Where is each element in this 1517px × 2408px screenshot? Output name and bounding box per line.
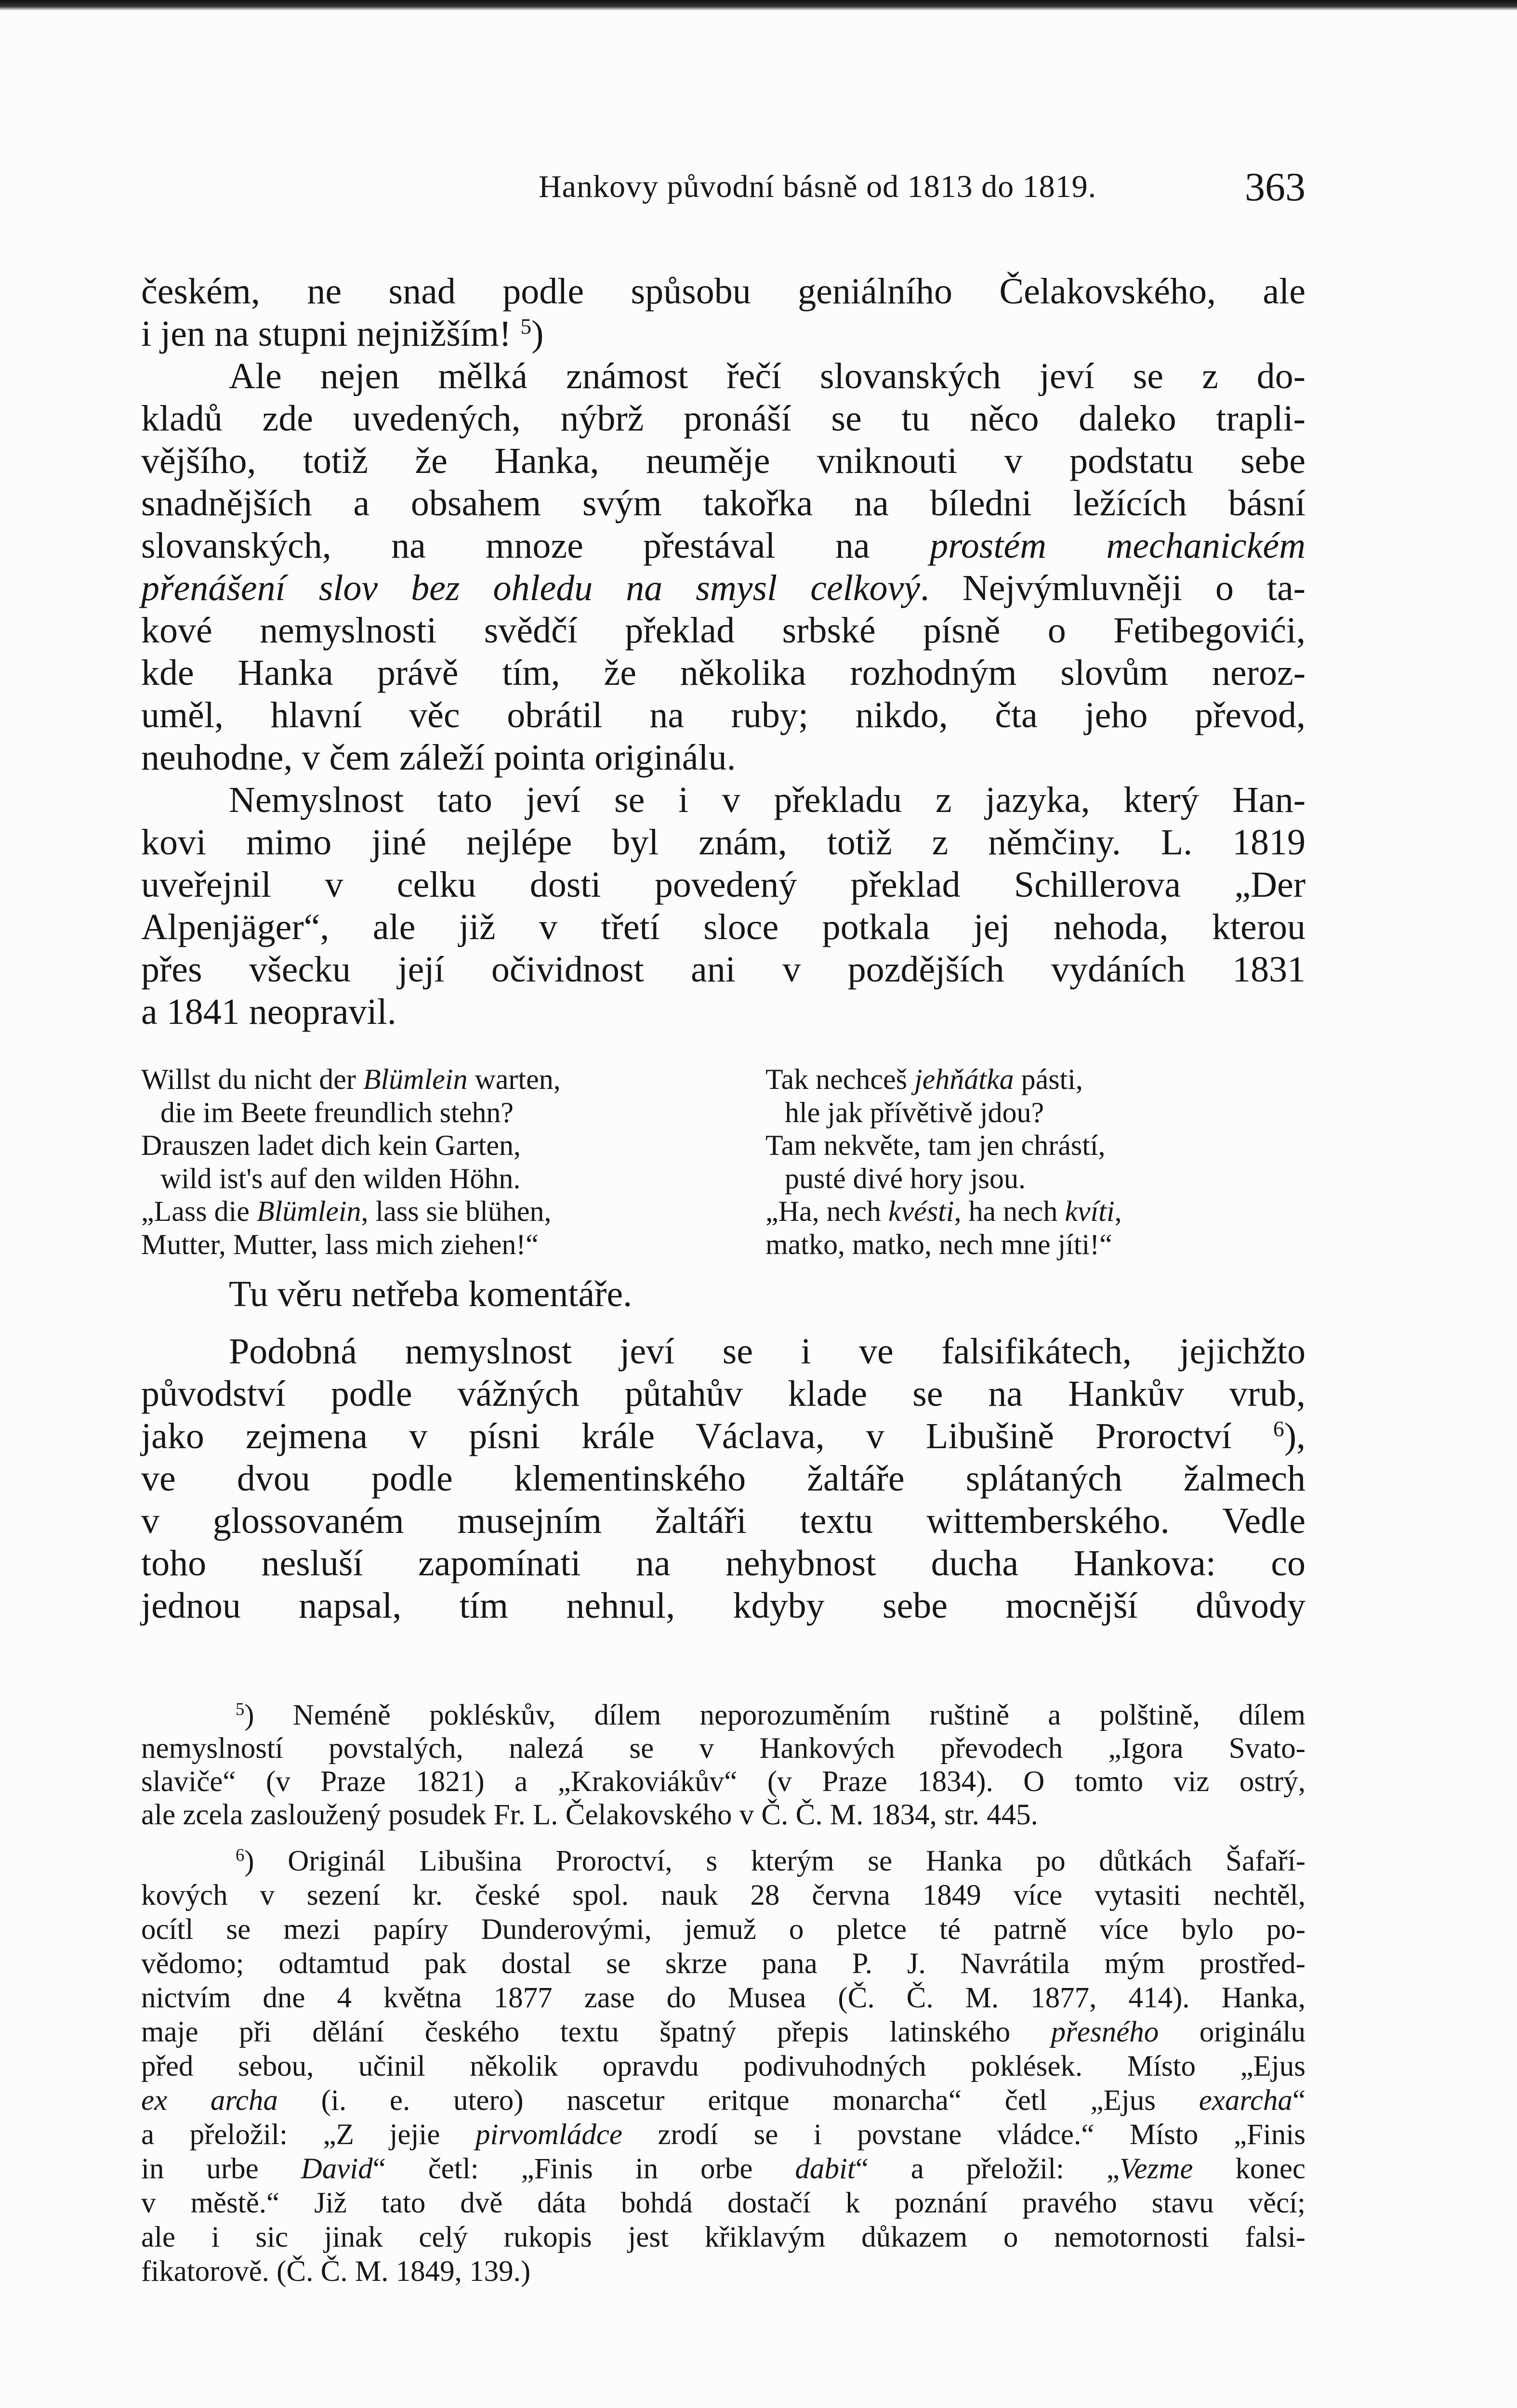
text-run: slaviče“ (v Praze 1821) a „Krakoviákův“ (v Praze 1834). O tomto viz ostrý, [141,1766,1306,1798]
text-run: fikatorově. (Č. Č. M. 1849, 139.) [141,2255,531,2288]
running-title: Hankovy původní básně od 1813 do 1819. [539,169,1097,204]
footnote-5 [141,1699,1306,1832]
text-line [141,2083,1306,2118]
text-run: v glossovaném musejním žaltáři textu wittemberského. Vedle [141,1501,1306,1541]
text-run: v městě.“ Již tato dvě dáta bohdá dostačí k poznání pravého stavu věcí; [141,2187,1306,2219]
text-run: vědomo; odtamtud pak dostal se skrze pana P. J. Navrátila mým prostřed- [141,1948,1306,1980]
text-line [141,906,1306,948]
body-text-top [141,270,1306,1033]
italic-run: ex archa [141,2084,278,2117]
text-line [141,1330,1306,1373]
text-line [141,2254,1306,2289]
text-line [141,652,1306,694]
footnote-reference: 6 [236,1845,245,1865]
running-head [141,164,1306,212]
text-line [141,524,1306,567]
text-line [141,1500,1306,1542]
text-line [141,736,1306,779]
text-line [141,821,1306,864]
text-run: konec [1193,2153,1306,2185]
text-run: Tak nechceš [765,1063,914,1095]
text-run: Ale nejen mělká známost řečí slovanských jeví se z do- [229,356,1306,396]
poem-verse [765,1162,1122,1195]
text-run: pusté divé hory jsou. [785,1162,1026,1194]
italic-run: pirvomládce [475,2119,622,2151]
text-run: i jen na stupni nejnižším! [141,314,521,354]
text-run: . Nejvýmluvněji o ta- [920,568,1306,608]
text-run: hle jak přívětivě jdou? [785,1096,1044,1128]
text-line [141,313,1306,355]
text-line [141,2220,1306,2254]
text-run: nictvím dne 4 května 1877 zase do Musea (Č. Č. M. 1877, 414). Hanka, [141,1982,1306,2014]
text-run: „Ha, nech [765,1195,888,1227]
text-line [141,1844,1306,1878]
text-run: a 1841 neopravil. [141,992,396,1032]
text-line [141,270,1306,313]
text-run: Nemyslnost tato jeví se i v překladu z jazyka, který Han- [229,780,1306,820]
text-run: uměl, hlavní věc obrátil na ruby; nikdo, čta jeho převod, [141,695,1306,735]
text-line [141,1732,1306,1765]
text-line [141,1457,1306,1500]
poem-czech-translation [765,1063,1122,1261]
text-run: kovi mimo jiné nejlépe byl znám, totiž z němčiny. L. 1819 [141,822,1306,863]
text-run: Tu věru netřeba komentáře. [229,1274,633,1314]
text-run: před sebou, učinil několik opravdu podivuhodných poklések. Místo „Ejus [141,2050,1306,2082]
text-line [141,864,1306,906]
italic-run: přesného [1051,2016,1159,2048]
italic-run: přenášení slov bez ohledu na smysl celkový [141,568,920,608]
text-line [141,1798,1306,1832]
italic-run: prostém mechanickém [930,525,1306,566]
text-run: ), [1284,1416,1306,1456]
text-run: ) Neméně pokléskův, dílem neporozuměním ruštině a polštině, dílem [244,1699,1306,1731]
text-run: kde Hanka právě tím, že několika rozhodným slovům neroz- [141,653,1306,693]
poem-verse [765,1129,1122,1162]
text-line [141,397,1306,440]
text-run: neuhodne, v čem záleží pointa originálu. [141,737,736,778]
text-line [141,1878,1306,1912]
text-run: jako zejmena v písni krále Václava, v Libušině Proroctví [141,1416,1273,1456]
text-run: kové nemyslnosti svědčí překlad srbské písně o Fetibegovići, [141,610,1306,651]
text-run: Alpenjäger“, ale již v třetí sloce potkala jej nehoda, kterou [141,907,1306,947]
text-run: Mutter, Mutter, lass mich ziehen!“ [141,1228,539,1260]
text-line [141,2118,1306,2152]
text-run: , [1114,1195,1122,1227]
text-run: , lass sie blühen, [361,1195,552,1227]
italic-run: kvésti [888,1195,954,1227]
text-run: (i. e. utero) nascetur eritque monarcha“ četl „Ejus [277,2084,1199,2117]
italic-run: David [301,2153,373,2185]
italic-run: exarcha [1199,2084,1293,2117]
text-run: ve dvou podle klementinského žaltáře splátaných žalmech [141,1458,1306,1499]
poem-german-original [141,1063,561,1261]
text-run: “ [1292,2084,1306,2117]
poem-verse [141,1195,561,1228]
text-line [141,694,1306,736]
text-line [141,1373,1306,1415]
text-run: zrodí se i povstane vládce.“ Místo „Finis [622,2119,1306,2151]
poem-verse [141,1228,561,1261]
text-run: ale zcela zasloužený posudek Fr. L. Čelakovského v Č. Č. M. 1834, str. 445. [141,1799,1038,1831]
text-run: ale i sic jinak celý rukopis jest křiklavým důkazem o nemotornosti falsi- [141,2221,1306,2253]
text-run: ocítl se mezi papíry Dunderovými, jemuž o pletce té patrně více bylo po- [141,1913,1306,1946]
text-run: českém, ne snad podle spůsobu geniálního Čelakovského, ale [141,271,1306,312]
text-line [141,1542,1306,1584]
body-text-comment [141,1273,1306,1315]
text-run: die im Beete freundlich stehn? [160,1096,514,1128]
text-run: pásti, [1014,1063,1083,1095]
italic-run: Vezme [1119,2153,1193,2185]
italic-run: dabit [795,2153,856,2185]
text-run: nemyslností povstalých, nalezá se v Hankových převodech „Igora Svato- [141,1732,1306,1765]
footnote-reference: 5 [236,1699,245,1719]
text-run: toho nesluší zapomínati na nehybnost ducha Hankova: co [141,1543,1306,1584]
text-line [141,948,1306,991]
italic-run: kvíti [1065,1195,1115,1227]
scan-top-edge [0,0,1517,11]
italic-run: jehňátka [914,1063,1014,1095]
poem-verse [141,1129,561,1162]
text-line [141,1912,1306,1947]
text-run: Podobná nemyslnost jeví se i ve falsifikátech, jejichžto [229,1331,1306,1372]
text-line [141,1699,1306,1732]
text-line [141,2015,1306,2049]
text-line [141,440,1306,482]
poem-verse [765,1096,1122,1129]
text-run: warten, [467,1063,561,1095]
page-number: 363 [1245,165,1306,209]
text-line [141,1981,1306,2015]
text-run: uveřejnil v celku dosti povedený překlad Schillerova „Der [141,864,1306,905]
text-run: in urbe [141,2153,301,2185]
text-run: Willst du nicht der [141,1063,363,1095]
footnote-reference: 5 [520,314,532,339]
italic-run: Blümlein [256,1195,361,1227]
text-run: originálu [1159,2016,1306,2048]
poem-verse [765,1195,1122,1228]
text-run: Tam nekvěte, tam jen chrástí, [765,1129,1106,1161]
text-run: ) Originál Libušina Proroctví, s kterým se Hanka po důtkách Šafaří- [244,1845,1306,1877]
text-run: , ha nech [954,1195,1065,1227]
poem-verse [141,1096,561,1129]
text-run: snadnějších a obsahem svým takořka na bíledni ležících básní [141,483,1306,523]
text-run: kových v sezení kr. české spol. nauk 28 června 1849 více vytasiti nechtěl, [141,1879,1306,1911]
poem-verse [765,1063,1122,1096]
text-run: kladů zde uvedených, nýbrž pronáší se tu něco daleko trapli- [141,398,1306,439]
text-line [141,2186,1306,2220]
poem-verse [765,1228,1122,1261]
text-line [141,482,1306,524]
text-line [141,1947,1306,1981]
italic-run: Blümlein [363,1063,468,1095]
text-line [141,779,1306,821]
text-run: ) [531,314,544,354]
text-run: slovanských, na mnoze přestával na [141,525,930,566]
text-run: původství podle vážných půtahův klade se na Hankův vrub, [141,1374,1306,1414]
text-line [141,991,1306,1033]
text-line [141,1765,1306,1798]
text-run: přes všecku její očividnost ani v pozdějších vydáních 1831 [141,949,1306,990]
text-line [141,1415,1306,1457]
text-line [141,609,1306,652]
text-run: „Lass die [141,1195,257,1227]
footnote-reference: 6 [1273,1416,1284,1441]
text-run: wild ist's auf den wilden Höhn. [160,1162,521,1194]
text-run: a přeložil: „Z jejie [141,2119,476,2151]
text-run: jednou napsal, tím nehnul, kdyby sebe mocnější důvody [141,1585,1306,1626]
text-run: Drauszen ladet dich kein Garten, [141,1129,521,1161]
footnote-6 [141,1844,1306,2289]
text-run: vějšího, totiž že Hanka, neuměje vniknouti v podstatu sebe [141,441,1306,481]
text-line [141,2152,1306,2186]
body-text-bottom [141,1330,1306,1627]
text-run: maje při dělání českého textu špatný přepis latinského [141,2016,1051,2048]
poem-verse [141,1162,561,1195]
text-line [141,355,1306,397]
text-run: matko, matko, nech mne jíti!“ [765,1228,1112,1260]
text-line [141,1273,1306,1315]
poem-verse [141,1063,561,1096]
text-run: “ četl: „Finis in orbe [372,2153,795,2185]
text-run: “ a přeložil: „ [855,2153,1120,2185]
text-line [141,567,1306,609]
text-line [141,1584,1306,1627]
text-line [141,2049,1306,2083]
